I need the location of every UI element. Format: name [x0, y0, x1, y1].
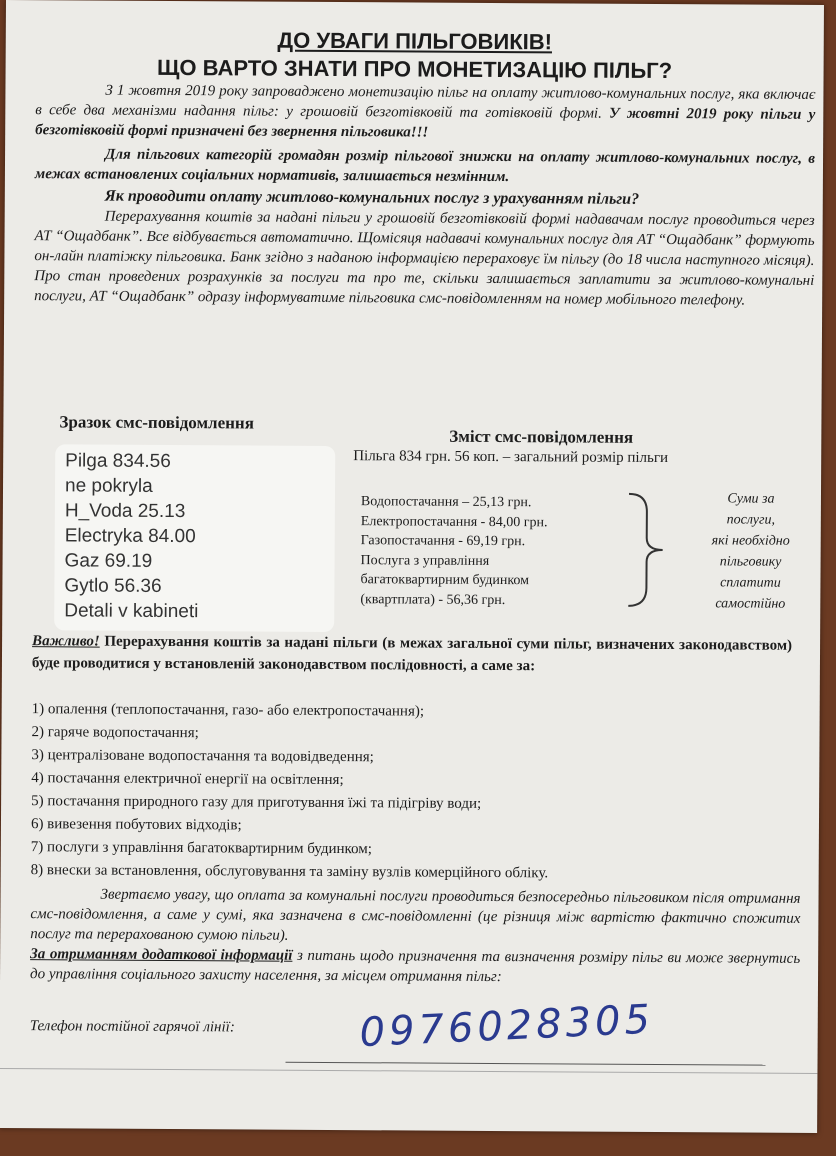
note-line: сплатити — [720, 575, 781, 591]
list-item: 7) послуги з управління багатоквартирним будинком; — [30, 839, 372, 858]
note-line: які необхідно — [711, 533, 790, 549]
closing-paragraph-2 — [30, 944, 800, 989]
service-line: Послуга з управління — [360, 552, 490, 569]
intro-paragraph-3: Перерахування коштів за надані пільги у грошовій безготівковій формі надавачам послуг проводиться через АТ “Ощадбанк”. Все відбувається автоматично. Щомісяця надавачі комунальних послуг для АТ “Ощадбанк” формують он-лайн платіжку пільговика. Банк згідно з наданою інформацією перераховує їм пільгу (до 18 числа наступного місяця). Про стан проведених розрахунків за послуги та про те, скільки залишається заплатити за житлово-комунальні послуги, АТ “Ощадбанк” одразу інформуватиме пільговика смс-повідомленням на номер мобільного телефону. — [34, 208, 815, 309]
closing-paragraph-1: Звертаємо увагу, що оплата за комунальні послуги проводиться безпосередньо пільговиком після отримання смс-повідомлення, а саме у сумі, яка зазначена в смс-повідомленні (це різниця між вартістю фактично спожитих послуг та перерахованою сумою пільги). — [30, 886, 801, 944]
list-item: 3) централізоване водопостачання та водовідведення; — [31, 747, 374, 766]
payment-question: Як проводити оплату житлово-комунальних послуг з урахуванням пільги? — [104, 187, 640, 208]
important-text: Перерахування коштів за надані пільги (в межах загальної суми пільг, визначених законодавством) буде проводитися у встановленій законодавством послідовності, а саме за: — [31, 633, 793, 675]
list-item: 5) постачання природного газу для приготування їжі та підігріву води; — [31, 793, 482, 812]
payment-order-list — [31, 698, 812, 887]
service-line: Водопостачання – 25,13 грн. — [360, 494, 532, 511]
sms-sample-title: Зразок смс-повідомлення — [59, 412, 255, 433]
list-item: 6) вивезення побутових відходів; — [30, 816, 242, 834]
intro-paragraph-2: Для пільгових категорій громадян розмір пільгової знижки на оплату житлово-комунальних послуг, в межах встановлених соціальних нормативів, залишається незмінним. — [34, 146, 816, 186]
hotline-label: Телефон постійної гарячої лінії: — [29, 1018, 235, 1036]
important-label: Важливо! — [32, 633, 100, 650]
note-line: самостійно — [715, 596, 786, 612]
sms-content-title: Зміст смс-повідомлення — [449, 426, 634, 447]
list-item: 2) гаряче водопостачання; — [31, 724, 199, 742]
sms-line: Detali v kabineti — [64, 600, 199, 623]
intro-section — [34, 80, 815, 311]
sms-line: Pilga 834.56 — [65, 450, 171, 473]
sms-line: ne pokryla — [64, 475, 153, 497]
additional-info-text: з питань щодо призначення та визначення розміру пільг ви може звернутись до управління соціального захисту населення, за місцем отримання пільг: — [30, 947, 801, 986]
service-line: багатоквартирним будинком — [360, 572, 530, 589]
bottom-divider — [0, 1068, 817, 1074]
note-line: пільговику — [719, 554, 782, 570]
intro-p1-bold: У жовтні 2019 року пільги у безготівковій формі призначені без звернення пільговика!!! — [35, 105, 816, 141]
sms-line: Gytlo 56.36 — [64, 575, 162, 597]
additional-info-label: За отриманням додаткової інформації — [30, 946, 293, 964]
benefit-total-line: Пільга 834 грн. 56 коп. – загальний розмір пільги — [353, 448, 669, 467]
intro-p1-text: З 1 жовтня 2019 року запроваджено монетизацію пільг на оплату житлово-комунальних послуг, яка включає в себе два механізми надання пільг: у грошовій безготівковій та готівковій формі. — [35, 82, 816, 122]
curly-brace-icon — [622, 490, 669, 610]
service-line: Газопостачання - 69,19 грн. — [360, 533, 526, 550]
self-pay-note — [686, 488, 815, 615]
sms-sample-box — [54, 444, 335, 632]
list-item: 1) опалення (теплопостачання, газо- або електропостачання); — [31, 701, 425, 720]
intro-paragraph-1 — [35, 80, 815, 145]
important-section — [32, 630, 792, 679]
sub-heading: ЩО ВАРТО ЗНАТИ ПРО МОНЕТИЗАЦІЮ ПІЛЬГ? — [156, 54, 673, 84]
signature-line — [286, 1062, 766, 1066]
list-item: 8) внески за встановлення, обслуговування та заміну вузлів комерційного обліку. — [30, 862, 549, 882]
hotline-number: 0976028305 — [358, 996, 655, 1057]
sms-line: Electryka 84.00 — [64, 525, 196, 548]
list-item: 4) постачання електричної енергії на освітлення; — [31, 770, 344, 789]
main-heading: ДО УВАГИ ПІЛЬГОВИКІВ! — [277, 27, 553, 55]
closing-section — [30, 884, 801, 989]
sms-line: Gaz 69.19 — [64, 550, 153, 572]
services-list — [360, 492, 641, 611]
note-line: Суми за — [727, 491, 775, 507]
note-line: послуги, — [726, 512, 776, 528]
service-line: (квартплата) - 56,36 грн. — [360, 591, 506, 608]
sms-line: H_Voda 25.13 — [64, 500, 186, 523]
service-line: Електропостачання - 84,00 грн. — [360, 513, 548, 530]
